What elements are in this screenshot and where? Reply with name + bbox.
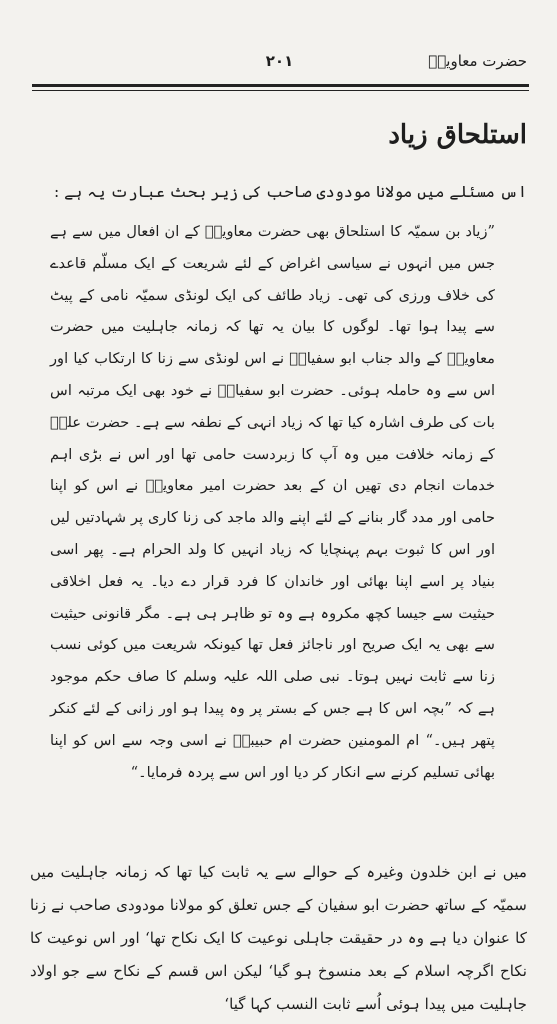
section-heading: استلحاق زیاد bbox=[388, 120, 527, 150]
intro-line: اس مسئلے میں مولانا مودودی صاحب کی زیر بحث عبارت یہ ہے : bbox=[53, 183, 527, 201]
quoted-passage: ”زیاد بن سمیّہ کا استلحاق بھی حضرت معاویہؓ کے ان افعال میں سے ہے جس میں انہوں نے سیاسی اغراض کے لئے شریعت کے ایک مسلّم قاعدے کی خلاف ورزی کی تھی۔ زیاد طائف کی ایک لونڈی سمیّہ نامی کے پیٹ سے پیدا ہوا تھا۔ لوگوں کا بیان یہ تھا کہ زمانہ جاہلیت میں حضرت معاویہؓ کے والد جناب ابو سفیانؓ نے اس لونڈی سے زنا کا ارتکاب کیا اور اس سے وہ حاملہ ہوئی۔ حضرت ابو سفیانؓ نے خود بھی ایک مرتبہ اس بات کی طرف اشارہ کیا تھا کہ زیاد انہی کے نطفہ سے ہے۔ حضرت علیؓ کے زمانہ خلافت میں وہ آپ کا زبردست حامی تھا اور اس نے بڑی اہم خدمات انجام دی تھیں ان کے بعد حضرت امیر معاویہؓ نے اس کو اپنا حامی اور مدد گار بنانے کے لئے اپنے والد ماجد کی زنا کاری پر شہادتیں لیں اور اس کا ثبوت بہم پہنچایا کہ زیاد انہیں کا ولد الحرام ہے۔ پھر اسی بنیاد پر اسے اپنا بھائی اور خاندان کا فرد قرار دے دیا۔ یہ فعل اخلاقی حیثیت سے جیسا کچھ مکروہ ہے وہ تو ظاہر ہی ہے۔ مگر قانونی حیثیت سے بھی یہ ایک صریح اور ناجائز فعل تھا کیونکہ شریعت میں کوئی نسب زنا سے ثابت نہیں ہوتا۔ نبی صلی اللہ علیہ وسلم کا صاف حکم موجود ہے کہ ”بچہ اس کا ہے جس کے بستر پر وہ پیدا ہو اور زانی کے لئے کنکر پتھر ہیں۔“ ام المومنین حضرت ام حبیبہؓ نے اسی وجہ سے اس کو اپنا بھائی تسلیم کرنے سے انکار کر دیا اور اس سے پردہ فرمایا۔“ bbox=[50, 223, 495, 781]
header-rule-thick bbox=[32, 84, 529, 87]
closing-paragraph: میں نے ابن خلدون وغیرہ کے حوالے سے یہ ثابت کیا تھا کہ زمانہ جاہلیت میں سمیّہ کے ساتھ حضرت ابو سفیان کے جس تعلق کو مولانا مودودی صاحب نے زنا کا عنوان دیا ہے وہ در حقیقت جاہلی نوعیت کا ایک نکاح تھا‘ اور اس نوعیت کا نکاح اگرچہ اسلام کے بعد منسوخ ہو گیا‘ لیکن اس قسم کے نکاح سے جو اولاد جاہلیت میں پیدا ہوئی اُسے ثابت النسب کہا گیا‘ bbox=[30, 863, 527, 1013]
page-header bbox=[32, 52, 527, 76]
header-rule-thin bbox=[32, 90, 529, 91]
running-title: حضرت معاویہؓ bbox=[428, 52, 527, 70]
page-number: ۲۰۱ bbox=[265, 52, 294, 70]
